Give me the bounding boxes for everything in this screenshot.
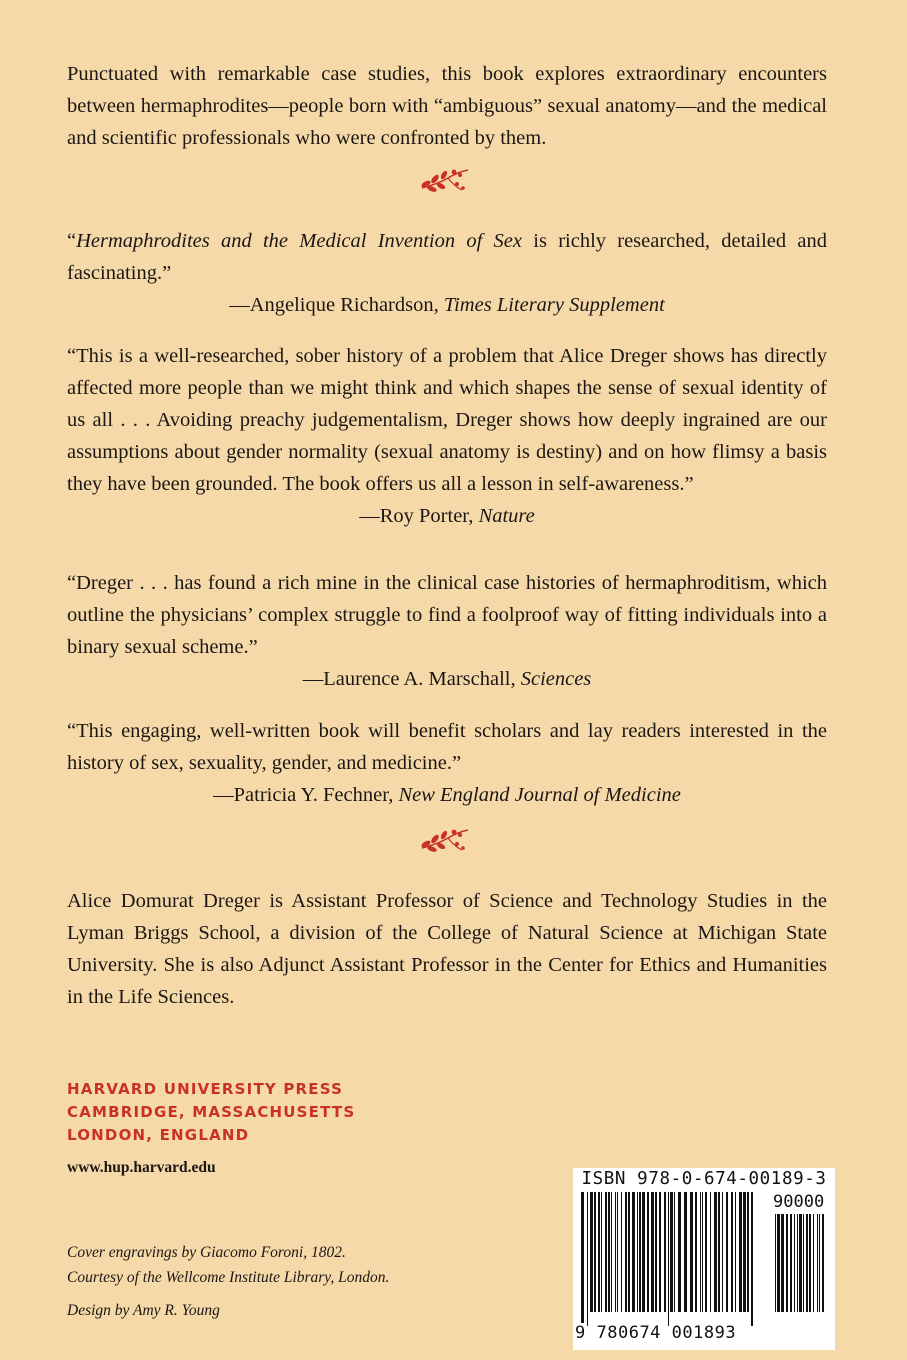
barcode-bar — [655, 1192, 657, 1312]
ean-left-digits: 780674 — [596, 1323, 661, 1343]
quote-text: “This is a well-researched, sober history of a problem that Alice Dreger shows has directly affected more people than we might think and which shapes the sense of sexual identity of us all . . . Avoiding preachy judgementalism, Dreger shows how deeply ingrained are our assumptions about gender normality (sexual anatomy is destiny) and on how flimsy a basis they have been grounded. The book offers us all a lesson in self-awareness.” — [67, 345, 827, 495]
barcode-bar — [601, 1192, 602, 1312]
barcode-bar — [714, 1192, 717, 1312]
publisher-name: HARVARD UNIVERSITY PRESS — [67, 1080, 344, 1098]
barcode-bar — [695, 1192, 697, 1312]
quote-attribution — [67, 779, 827, 811]
barcode-bar — [625, 1192, 627, 1312]
barcode-bar — [642, 1192, 645, 1312]
barcode-bar — [639, 1192, 641, 1312]
barcode-bar — [803, 1214, 804, 1312]
barcode-bar — [605, 1192, 607, 1312]
barcode-bar — [809, 1214, 811, 1312]
barcode-bar — [611, 1192, 612, 1312]
barcode-bar — [670, 1192, 673, 1312]
barcode-bar — [621, 1192, 622, 1312]
leaf-sprig-ornament-icon — [418, 166, 470, 194]
barcode-bar — [743, 1192, 746, 1312]
barcode-bar — [817, 1214, 818, 1312]
author-bio: Alice Domurat Dreger is Assistant Professor of Science and Technology Studies in the Lyman Briggs School, a division of the College of Natural Science at Michigan State University. She is also Adjunct Assistant Professor in the Center for Ethics and Humanities in the Life Sciences. — [67, 890, 827, 1008]
book-title: Hermaphrodites and the Medical Invention of Sex — [76, 230, 523, 252]
barcode-bar — [615, 1192, 616, 1312]
credit-courtesy: Courtesy of the Wellcome Institute Library, London. — [67, 1269, 390, 1286]
publisher-city-2: LONDON, ENGLAND — [67, 1126, 250, 1144]
barcode-bar — [581, 1192, 584, 1326]
quote-text — [67, 225, 827, 289]
ean-barcode-bars — [579, 1192, 755, 1326]
barcode-bar — [777, 1214, 780, 1312]
review-quote-2 — [67, 340, 827, 532]
barcode-bar — [705, 1192, 707, 1312]
barcode-bar — [608, 1192, 610, 1312]
barcode-bar — [718, 1192, 720, 1312]
barcode-bar — [786, 1214, 788, 1312]
barcode-bar — [710, 1192, 711, 1312]
ean-right-digits: 001893 — [671, 1323, 737, 1343]
barcode-bar — [702, 1192, 703, 1312]
cover-credits — [67, 1240, 389, 1323]
barcode-bar — [794, 1214, 795, 1312]
barcode-bar — [659, 1192, 661, 1312]
leaf-sprig-ornament-icon — [418, 826, 470, 854]
review-quote-4 — [67, 715, 827, 811]
barcode-bar — [747, 1192, 749, 1312]
quote-source: Nature — [478, 505, 535, 527]
barcode-bar — [790, 1214, 792, 1312]
ean-first-digit: 9 — [575, 1323, 586, 1343]
quote-text: “This engaging, well-written book will benefit scholars and lay readers interested in the history of sex, sexuality, gender, and medicine.” — [67, 720, 827, 774]
isbn-number: ISBN 978-0-674-00189-3 — [581, 1169, 827, 1189]
barcode-bar — [628, 1192, 630, 1312]
barcode-bar — [799, 1214, 802, 1312]
credit-engravings: Cover engravings by Giacomo Foroni, 1802. — [67, 1244, 346, 1261]
barcode-bar — [617, 1192, 618, 1312]
barcode-bar — [684, 1192, 687, 1312]
quote-author: —Angelique Richardson, — [229, 294, 444, 316]
quote-source: New England Journal of Medicine — [398, 784, 681, 806]
quote-attribution — [67, 500, 827, 532]
barcode-bar — [722, 1192, 723, 1312]
barcode-bar — [594, 1192, 596, 1312]
barcode-bar — [690, 1192, 693, 1312]
publisher-city: CAMBRIDGE, MASSACHUSETTS — [67, 1103, 356, 1121]
quote-source: Sciences — [520, 668, 592, 690]
barcode-bar — [819, 1214, 820, 1312]
barcode-bar — [632, 1192, 635, 1312]
price-code: 90000 — [773, 1192, 825, 1212]
barcode-bar — [651, 1192, 654, 1312]
publisher-imprint — [67, 1078, 355, 1147]
barcode-bar — [731, 1192, 733, 1312]
barcode-bar — [781, 1214, 784, 1312]
barcode-bar — [590, 1192, 593, 1312]
publisher-website: www.hup.harvard.edu — [67, 1159, 216, 1176]
barcode-bar — [822, 1214, 824, 1312]
barcode-bar — [726, 1192, 728, 1312]
quote-author: —Laurence A. Marschall, — [302, 668, 521, 690]
barcode-bar — [751, 1192, 753, 1326]
barcode-bar — [647, 1192, 649, 1312]
quote-author: —Roy Porter, — [359, 505, 479, 527]
barcode-bar — [637, 1192, 638, 1312]
quote-attribution — [67, 663, 827, 695]
barcode-bar — [797, 1214, 798, 1312]
quote-source: Times Literary Supplement — [443, 294, 665, 316]
review-quote-1 — [67, 225, 827, 321]
barcode-bar — [664, 1192, 666, 1312]
barcode-bar — [598, 1192, 600, 1312]
barcode-bar — [735, 1192, 736, 1312]
barcode-bar — [700, 1192, 701, 1312]
barcode-bar — [806, 1214, 808, 1312]
barcode-bar — [678, 1192, 681, 1312]
barcode-bar — [739, 1192, 742, 1312]
quote-body: is richly researched, detailed and fascinating.” — [67, 230, 827, 284]
ean-digits — [575, 1323, 831, 1343]
review-quote-3 — [67, 567, 827, 695]
barcode-bar — [587, 1192, 588, 1326]
credit-design: Design by Amy R. Young — [67, 1302, 220, 1319]
barcode-bar — [674, 1192, 675, 1312]
barcode-bar — [668, 1192, 669, 1326]
quote-open-mark: “ — [67, 230, 77, 252]
addon-barcode-bars — [773, 1214, 829, 1326]
quote-author: —Patricia Y. Fechner, — [213, 784, 399, 806]
quote-attribution — [67, 289, 827, 321]
isbn-barcode — [573, 1168, 835, 1350]
barcode-bar — [813, 1214, 814, 1312]
quote-text: “Dreger . . . has found a rich mine in the clinical case histories of hermaphroditism, which outline the physicians’ complex struggle to find a foolproof way of fitting individuals into a binary sexual scheme.” — [67, 572, 827, 658]
barcode-bar — [775, 1214, 776, 1312]
book-blurb: Punctuated with remarkable case studies, this book explores extraordinary encounters between hermaphrodites—people born with “ambiguous” sexual anatomy—and the medical and scientific professionals who were confronted by them. — [67, 63, 827, 149]
